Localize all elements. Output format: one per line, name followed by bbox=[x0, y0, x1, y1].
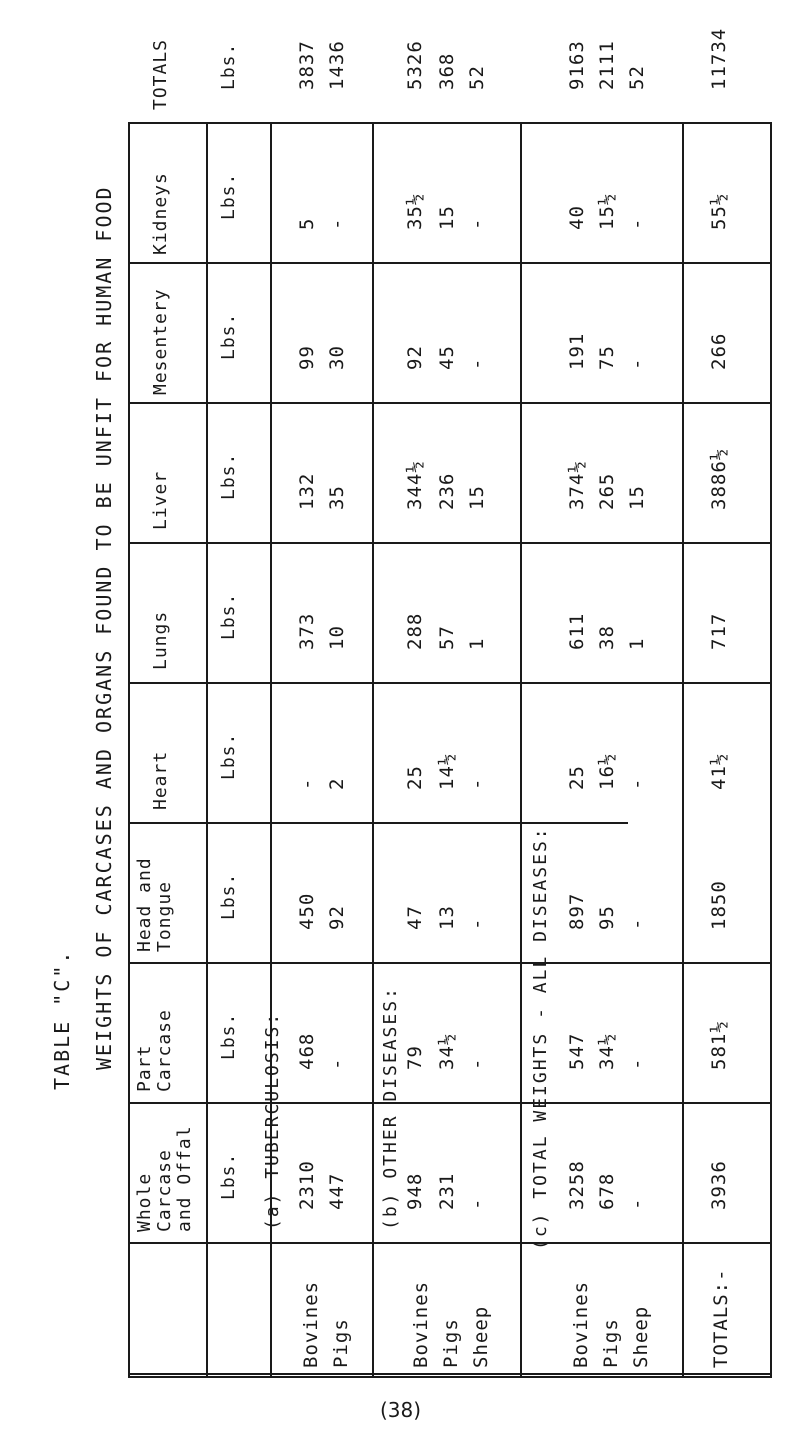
table-cell: 265 bbox=[596, 472, 618, 510]
totals-cell: 717 bbox=[708, 612, 730, 650]
table-cell: 3258 bbox=[566, 1160, 588, 1210]
col-header-heart: Heart bbox=[150, 750, 171, 810]
col-unit-kidneys: Lbs. bbox=[218, 172, 239, 220]
table-title: WEIGHTS OF CARCASES AND ORGANS FOUND TO BE UNFIT FOR HUMAN FOOD bbox=[92, 185, 116, 1070]
col-unit-totals: Lbs. bbox=[218, 42, 239, 90]
table-cell: 678 bbox=[596, 1172, 618, 1210]
col-header-totals: TOTALS bbox=[150, 38, 171, 110]
col-header-whole-carcase: Whole Carcase and Offal bbox=[134, 1125, 195, 1232]
table-cell: 34½ bbox=[596, 1032, 618, 1070]
table-cell: 450 bbox=[296, 892, 318, 930]
table-cell: - bbox=[466, 1057, 488, 1070]
table-cell: 1 bbox=[626, 637, 648, 650]
table-cell: 468 bbox=[296, 1032, 318, 1070]
table-cell: 92 bbox=[404, 345, 426, 370]
col-unit-head-tongue: Lbs. bbox=[218, 872, 239, 920]
table-cell: 35½ bbox=[404, 192, 426, 230]
table-cell: - bbox=[626, 357, 648, 370]
table-cell: 13 bbox=[436, 905, 458, 930]
table-cell: 34½ bbox=[436, 1032, 458, 1070]
table-label: TABLE "C". bbox=[50, 949, 74, 1090]
table-cell: 52 bbox=[626, 65, 648, 90]
table-cell: 14½ bbox=[436, 752, 458, 790]
totals-cell: 581½ bbox=[708, 1020, 730, 1070]
row-label-tb-pigs: Pigs bbox=[330, 1318, 352, 1368]
row-label-other-pigs: Pigs bbox=[440, 1318, 462, 1368]
table-cell: 373 bbox=[296, 612, 318, 650]
table-cell: 99 bbox=[296, 345, 318, 370]
table-cell: 547 bbox=[566, 1032, 588, 1070]
table-cell: 1 bbox=[466, 637, 488, 650]
section-label-total-weights: (c) TOTAL WEIGHTS - ALL DISEASES: bbox=[530, 826, 551, 1250]
col-unit-heart: Lbs. bbox=[218, 732, 239, 780]
col-header-lungs: Lungs bbox=[150, 610, 171, 670]
table-cell: - bbox=[626, 777, 648, 790]
table-cell: 2310 bbox=[296, 1160, 318, 1210]
totals-cell: 55½ bbox=[708, 192, 730, 230]
table-cell: - bbox=[466, 217, 488, 230]
table-cell: 231 bbox=[436, 1172, 458, 1210]
table-cell: - bbox=[626, 917, 648, 930]
table-cell: 38 bbox=[596, 625, 618, 650]
table-cell: 288 bbox=[404, 612, 426, 650]
section-label-other-diseases: (b) OTHER DISEASES: bbox=[380, 986, 401, 1230]
table-cell: 5326 bbox=[404, 40, 426, 90]
table-cell: 52 bbox=[466, 65, 488, 90]
table-cell: - bbox=[326, 217, 348, 230]
table-cell: 3837 bbox=[296, 40, 318, 90]
col-header-kidneys: Kidneys bbox=[150, 172, 171, 255]
row-label-total-sheep: Sheep bbox=[630, 1305, 652, 1368]
page-number: (38) bbox=[380, 1398, 422, 1422]
table-cell: - bbox=[466, 1197, 488, 1210]
col-unit-part-carcase: Lbs. bbox=[218, 1012, 239, 1060]
table-cell: 15 bbox=[466, 485, 488, 510]
table-cell: 57 bbox=[436, 625, 458, 650]
table-cell: - bbox=[296, 777, 318, 790]
table-cell: 374½ bbox=[566, 460, 588, 510]
table-cell: 447 bbox=[326, 1172, 348, 1210]
row-label-other-bovines: Bovines bbox=[410, 1280, 432, 1368]
table-cell: 92 bbox=[326, 905, 348, 930]
table-cell: 236 bbox=[436, 472, 458, 510]
table-cell: - bbox=[626, 1057, 648, 1070]
totals-cell: 3936 bbox=[708, 1160, 730, 1210]
table-cell: 9163 bbox=[566, 40, 588, 90]
totals-cell: 41½ bbox=[708, 752, 730, 790]
col-unit-whole-carcase: Lbs. bbox=[218, 1152, 239, 1200]
table-cell: 10 bbox=[326, 625, 348, 650]
table-cell: 79 bbox=[404, 1045, 426, 1070]
col-header-head-tongue: Head and Tongue bbox=[134, 857, 175, 952]
table-cell: - bbox=[626, 1197, 648, 1210]
table-cell: 40 bbox=[566, 205, 588, 230]
table-cell: 15 bbox=[626, 485, 648, 510]
table-cell: - bbox=[466, 777, 488, 790]
col-header-mesentery: Mesentery bbox=[150, 288, 171, 395]
table-cell: 1436 bbox=[326, 40, 348, 90]
table-cell: - bbox=[466, 357, 488, 370]
table-cell: 15½ bbox=[596, 192, 618, 230]
row-label-total-bovines: Bovines bbox=[570, 1280, 592, 1368]
totals-cell: 3886½ bbox=[708, 447, 730, 510]
table-cell: 30 bbox=[326, 345, 348, 370]
table-cell: 15 bbox=[436, 205, 458, 230]
col-header-liver: Liver bbox=[150, 470, 171, 530]
table-cell: 95 bbox=[596, 905, 618, 930]
totals-cell: 1850 bbox=[708, 880, 730, 930]
table-cell: 897 bbox=[566, 892, 588, 930]
totals-cell: 11734 bbox=[708, 27, 730, 90]
table-cell: 35 bbox=[326, 485, 348, 510]
table-cell: 611 bbox=[566, 612, 588, 650]
table-cell: 191 bbox=[566, 332, 588, 370]
table-cell: 45 bbox=[436, 345, 458, 370]
totals-cell: 266 bbox=[708, 332, 730, 370]
section-label-tuberculosis: (a) TUBERCULOSIS: bbox=[262, 1011, 283, 1230]
table-cell: 47 bbox=[404, 905, 426, 930]
col-header-part-carcase: Part Carcase bbox=[134, 1009, 175, 1092]
table-cell: 25 bbox=[404, 765, 426, 790]
table-cell: - bbox=[626, 217, 648, 230]
table-cell: 344½ bbox=[404, 460, 426, 510]
table-cell: - bbox=[326, 1057, 348, 1070]
col-unit-lungs: Lbs. bbox=[218, 592, 239, 640]
row-label-other-sheep: Sheep bbox=[470, 1305, 492, 1368]
table-cell: 75 bbox=[596, 345, 618, 370]
table-cell: 132 bbox=[296, 472, 318, 510]
table-cell: 2111 bbox=[596, 40, 618, 90]
col-unit-liver: Lbs. bbox=[218, 452, 239, 500]
table-cell: 5 bbox=[296, 217, 318, 230]
table-cell: 25 bbox=[566, 765, 588, 790]
table-cell: 948 bbox=[404, 1172, 426, 1210]
row-label-totals: TOTALS:- bbox=[710, 1268, 732, 1368]
table-cell: 2 bbox=[326, 777, 348, 790]
row-label-total-pigs: Pigs bbox=[600, 1318, 622, 1368]
col-unit-mesentery: Lbs. bbox=[218, 312, 239, 360]
table-cell: - bbox=[466, 917, 488, 930]
row-label-tb-bovines: Bovines bbox=[300, 1280, 322, 1368]
table-cell: 16½ bbox=[596, 752, 618, 790]
table-cell: 368 bbox=[436, 52, 458, 90]
